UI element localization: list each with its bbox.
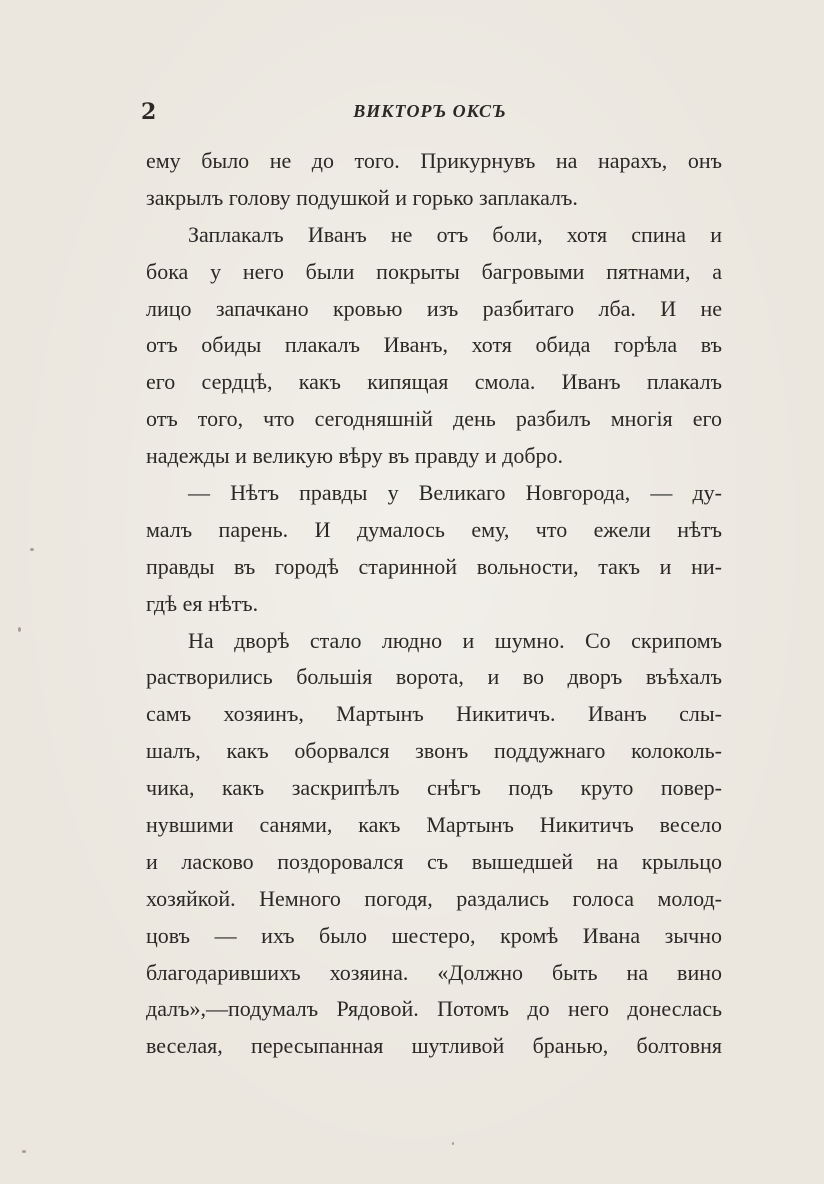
paper-speck	[452, 1142, 454, 1145]
text-line: бока у него были покрыты багровыми пятнами, а	[146, 258, 722, 284]
text-line: растворились большiя ворота, и во дворъ въѣхалъ	[146, 664, 722, 690]
text-line: гдѣ ея нѣтъ.	[146, 590, 259, 616]
text-line: лицо запачкано кровью изъ разбитаго лба. И не	[146, 295, 722, 321]
text-line: цовъ — ихъ было шестеро, кромѣ Ивана зычно	[146, 922, 722, 948]
text-line: малъ парень. И думалось ему, что ежели нѣтъ	[146, 516, 722, 542]
running-head	[0, 99, 824, 129]
paper-speck	[22, 1150, 26, 1153]
paper-speck	[30, 548, 34, 551]
text-line: веселая, пересыпанная шутливой бранью, болтовня	[146, 1033, 722, 1059]
body-text	[146, 143, 722, 1065]
text-line: хозяйкой. Немного погодя, раздались голоса молод-	[146, 885, 722, 911]
paper-speck	[18, 627, 21, 632]
text-line: Заплакалъ Иванъ не отъ боли, хотя спина и	[188, 221, 722, 247]
text-line: ему было не до того. Прикурнувъ на нарахъ, онъ	[146, 148, 722, 173]
text-line: благодарившихъ хозяина. «Должно быть на вино	[146, 959, 722, 985]
text-line: самъ хозяинъ, Мартынъ Никитичъ. Иванъ слы-	[146, 701, 722, 727]
text-line: и ласково поздоровался съ вышедшей на крыльцо	[146, 848, 722, 874]
text-line: далъ»,—подумалъ Рядовой. Потомъ до него донеслась	[146, 996, 722, 1022]
running-title: ВИКТОРЪ ОКСЪ	[353, 101, 507, 121]
text-line: чика, какъ заскрипѣлъ снѣгъ подъ круто повер-	[146, 775, 722, 801]
text-line: отъ того, что сегодняшнiй день разбилъ многiя его	[146, 406, 722, 432]
page-number: 2	[141, 99, 157, 125]
text-line: нувшими санями, какъ Мартынъ Никитичъ весело	[146, 812, 722, 838]
text-line: шалъ, какъ оборвался звонъ поддужнаго колоколь-	[146, 738, 722, 764]
text-line: закрылъ голову подушкой и горько заплакалъ.	[146, 184, 578, 210]
text-line: На дворѣ стало людно и шумно. Со скрипомъ	[188, 627, 722, 653]
text-line: правды въ городѣ старинной вольности, такъ и ни-	[146, 553, 722, 579]
text-line: — Нѣтъ правды у Великаго Новгорода, — ду-	[188, 480, 722, 506]
text-line: надежды и великую вѣру въ правду и добро.	[146, 443, 564, 469]
text-line: отъ обиды плакалъ Иванъ, хотя обида горѣла въ	[146, 332, 722, 358]
text-line: его сердцѣ, какъ кипящая смола. Иванъ плакалъ	[146, 369, 722, 395]
